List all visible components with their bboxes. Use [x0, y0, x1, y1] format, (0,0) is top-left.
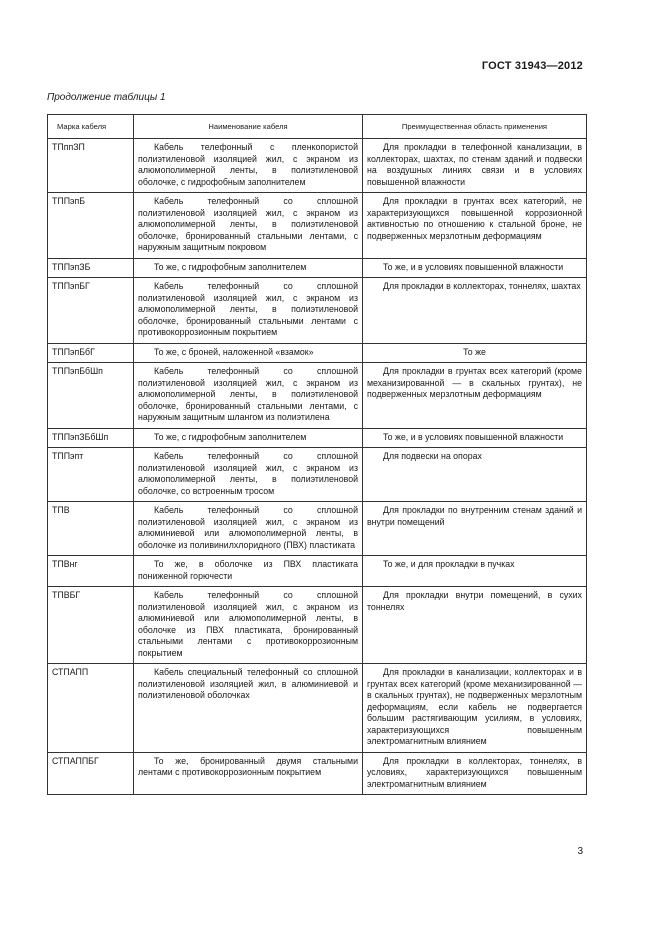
application-area-cell	[363, 556, 587, 587]
cable-name-cell	[134, 343, 363, 363]
application-area-text: Для прокладки в грунтах всех категорий, не характеризующихся повышенной коррозионной активностью по отношению к стальной броне, не подверженных мерзлотным деформациям	[367, 196, 582, 241]
table-header-row	[48, 115, 587, 139]
application-area-cell	[363, 278, 587, 344]
cable-mark-cell: ТППэпЗБ	[48, 258, 134, 278]
application-area-cell	[363, 343, 587, 363]
cable-mark-cell: ТПВнг	[48, 556, 134, 587]
cable-mark-cell: СТПАППБГ	[48, 752, 134, 795]
table-caption: Продолжение таблицы 1	[47, 92, 166, 103]
cable-mark-cell: ТППэпБбГ	[48, 343, 134, 363]
cable-name-text: То же, бронированный двумя стальными лентами с противокоррозионным покрытием	[138, 755, 358, 777]
cable-mark-cell: ТППэпт	[48, 448, 134, 502]
cable-name-cell	[134, 363, 363, 429]
application-area-text: Для прокладки в грунтах всех категорий (кроме механизированной — в скальных грунтах), не подверженных мерзлотным деформациям	[367, 366, 582, 399]
table-row	[48, 428, 587, 448]
cable-name-cell	[134, 752, 363, 795]
application-area-cell	[363, 139, 587, 193]
application-area-cell	[363, 363, 587, 429]
cable-name-text: Кабель телефонный со сплошной полиэтиленовой изоляцией жил, с экраном из алюминиевой или алюмополимерной ленты, в оболочке из ПВХ пластиката, бронированный стальными лентами с противокоррозионным покрытием	[138, 590, 358, 658]
cable-name-cell	[134, 448, 363, 502]
cable-mark-cell: ТППэпБ	[48, 193, 134, 259]
application-area-text: То же, и в условиях повышенной влажности	[383, 261, 564, 272]
cable-name-text: То же, в оболочке из ПВХ пластиката пониженной горючести	[138, 559, 358, 581]
cable-name-cell	[134, 258, 363, 278]
application-area-text: То же, и в условиях повышенной влажности	[383, 431, 564, 442]
cable-name-text: Кабель телефонный со сплошной полиэтиленовой изоляцией жил, с экраном из алюминиевой или алюмополимерной ленты, в оболочке из поливинилхлоридного (ПВХ) пластиката	[138, 505, 358, 550]
column-header-mark: Марка кабеля	[48, 115, 134, 139]
application-area-cell	[363, 193, 587, 259]
cable-name-cell	[134, 664, 363, 753]
cable-name-cell	[134, 193, 363, 259]
cable-mark-cell: ТППэпБбШп	[48, 363, 134, 429]
application-area-text: Для прокладки по внутренним стенам зданий и внутри помещений	[367, 505, 582, 527]
application-area-cell	[363, 448, 587, 502]
table-row	[48, 278, 587, 344]
cable-mark-cell: ТППэпБГ	[48, 278, 134, 344]
cable-name-text: То же, с гидрофобным заполнителем	[154, 261, 307, 272]
cable-mark-cell: ТПВ	[48, 502, 134, 556]
cable-name-text: То же, с броней, наложенной «взамок»	[154, 346, 314, 357]
application-area-text: Для подвески на опорах	[383, 451, 482, 461]
cable-mark-cell: ТПппЗП	[48, 139, 134, 193]
application-area-text: Для прокладки внутри помещений, в сухих тоннелях	[367, 590, 582, 612]
application-area-text: Для прокладки в коллекторах, тоннелях, шахтах	[383, 281, 581, 291]
table-row	[48, 752, 587, 795]
table-row	[48, 587, 587, 664]
application-area-cell	[363, 752, 587, 795]
cable-name-text: Кабель специальный телефонный со сплошной полиэтиленовой изоляцией жил, в алюминиевой и полиэтиленовой оболочках	[138, 667, 358, 700]
cable-name-cell	[134, 428, 363, 448]
table-row	[48, 556, 587, 587]
cable-spec-table	[47, 114, 587, 795]
cable-name-cell	[134, 587, 363, 664]
cable-name-cell	[134, 556, 363, 587]
cable-name-text: То же, с гидрофобным заполнителем	[154, 431, 307, 442]
document-id: ГОСТ 31943—2012	[481, 60, 583, 72]
application-area-cell	[363, 587, 587, 664]
application-area-text: Для прокладки в коллекторах, тоннелях, в условиях, характеризующихся повышенным электромагнитным влиянием	[367, 755, 582, 789]
table-row	[48, 363, 587, 429]
table-row	[48, 193, 587, 259]
application-area-text: Для прокладки в телефонной канализации, в коллекторах, шахтах, по стенам зданий и подвески на воздушных линиях связи и в условиях повышенной влажности	[367, 142, 582, 187]
table-row	[48, 258, 587, 278]
cable-name-text: Кабель телефонный с пленкопористой полиэтиленовой изоляцией жил, с экраном из алюмополимерной ленты, в полиэтиленовой оболочке, с гидрофобным заполнителем	[138, 142, 358, 187]
cable-mark-cell: ТПВБГ	[48, 587, 134, 664]
application-area-cell	[363, 664, 587, 753]
cable-mark-cell: ТППэпЗБбШп	[48, 428, 134, 448]
column-header-name: Наименование кабеля	[134, 115, 363, 139]
page-number: 3	[577, 846, 583, 857]
table-row	[48, 502, 587, 556]
table-row	[48, 664, 587, 753]
table-row	[48, 448, 587, 502]
application-area-cell	[363, 258, 587, 278]
table-row	[48, 139, 587, 193]
column-header-area: Преимущественная область применения	[363, 115, 587, 139]
application-area-cell	[363, 428, 587, 448]
cable-name-cell	[134, 278, 363, 344]
application-area-text: То же	[463, 346, 486, 357]
cable-name-text: Кабель телефонный со сплошной полиэтиленовой изоляцией жил, с экраном из алюмополимерной ленты, в полиэтиленовой оболочке, со встроенным тросом	[138, 451, 358, 496]
cable-mark-cell: СТПАПП	[48, 664, 134, 753]
cable-name-cell	[134, 139, 363, 193]
cable-name-cell	[134, 502, 363, 556]
table-row	[48, 343, 587, 363]
cable-name-text: Кабель телефонный со сплошной полиэтиленовой изоляцией жил, с экраном из алюмополимерной ленты, в полиэтиленовой оболочке, бронированный стальными лентами с противокоррозионным покрытием	[138, 281, 358, 337]
application-area-text: Для прокладки в канализации, коллекторах и в грунтах всех категорий (кроме механизированной — в скальных грунтах), не подверженных мерзлотным деформациям, если кабель не подвергается большим растягивающим усилиям, в условиях, характеризующихся повышенным электромагнитным влиянием	[367, 667, 582, 746]
cable-name-text: Кабель телефонный со сплошной полиэтиленовой изоляцией жил, с экраном из алюмополимерной ленты, в полиэтиленовой оболочке, бронированный стальными лентами, с наружным защитным шлангом из полиэтилена	[138, 366, 358, 422]
table-body	[48, 139, 587, 795]
application-area-cell	[363, 502, 587, 556]
cable-name-text: Кабель телефонный со сплошной полиэтиленовой изоляцией жил, с экраном из алюмополимерной ленты, в полиэтиленовой оболочке, бронированный стальными лентами, с наружным защитным покровом	[138, 196, 358, 252]
application-area-text: То же, и для прокладки в пучках	[383, 559, 515, 569]
